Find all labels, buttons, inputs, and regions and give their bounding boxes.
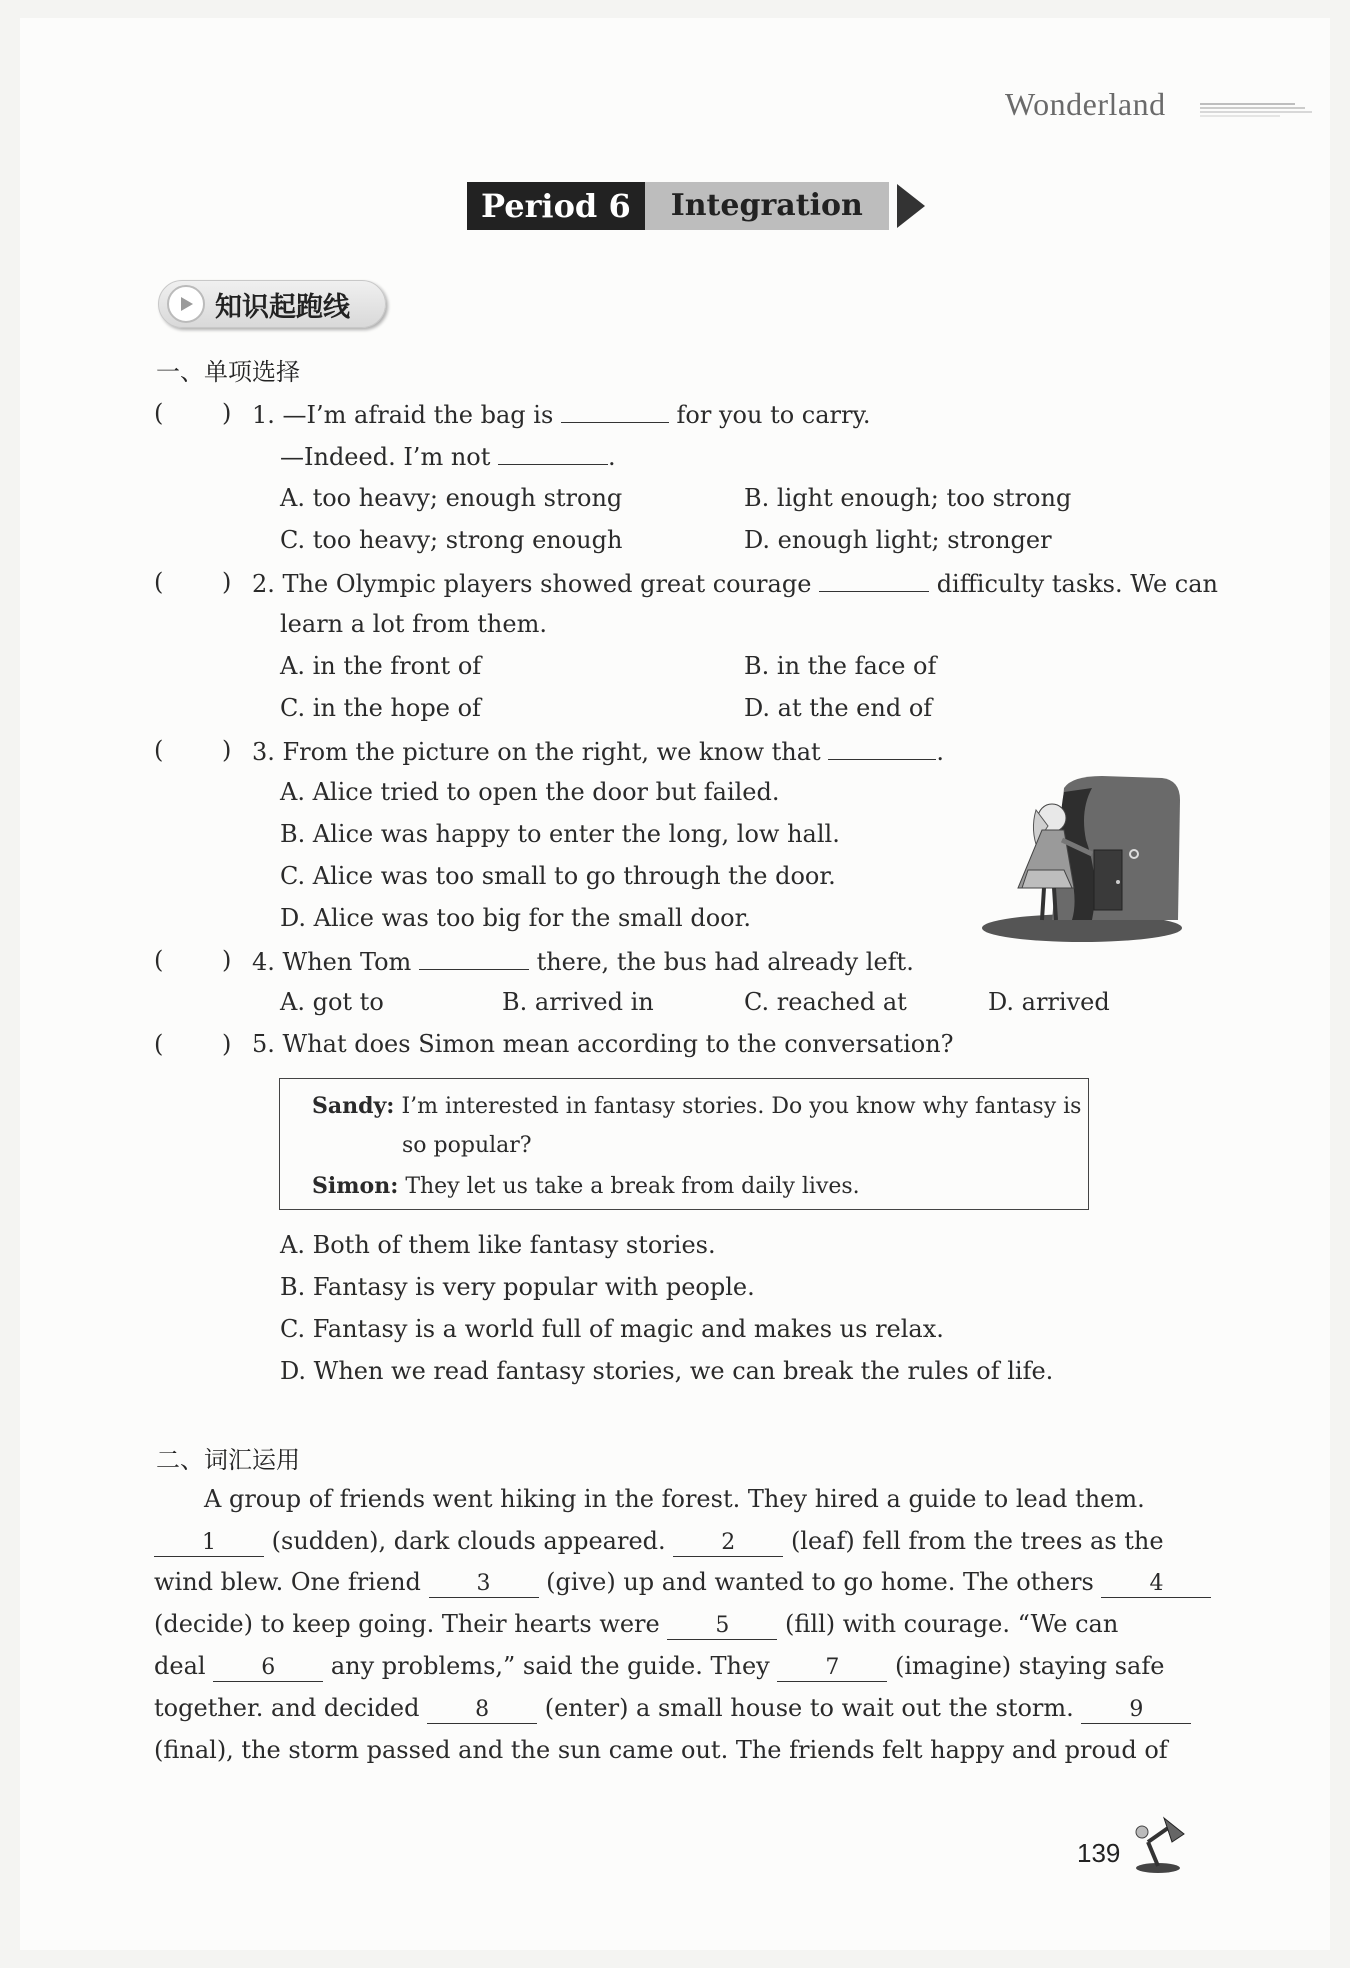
q4-paren-open: (: [154, 946, 164, 974]
passage-line-7: (final), the storm passed and the sun came out. The friends felt happy and proud of: [154, 1736, 1168, 1764]
q1-option-a: A. too heavy; enough strong: [280, 484, 623, 512]
passage-line-2: [154, 1526, 1164, 1557]
q3-option-b: B. Alice was happy to enter the long, low hall.: [280, 820, 840, 848]
q2-option-a: A. in the front of: [280, 652, 482, 680]
q3-stem-end: .: [936, 738, 944, 766]
header-decorative-lines: [1200, 100, 1315, 120]
passage-line-3: [154, 1567, 1211, 1598]
q4-option-c: C. reached at: [744, 988, 907, 1016]
q1-blank-1[interactable]: [561, 398, 669, 423]
q4-paren-close: ): [222, 946, 232, 974]
blank-6[interactable]: 6: [213, 1655, 323, 1682]
passage-text-6a: together. and decided: [154, 1694, 420, 1722]
q4-blank[interactable]: [419, 945, 529, 970]
passage-text-3b: (give) up and wanted to go home. The others: [546, 1568, 1094, 1596]
q5-stem: 5. What does Simon mean according to the conversation?: [252, 1030, 954, 1058]
blank-9[interactable]: 9: [1081, 1697, 1191, 1724]
q4-stem-a: 4. When Tom: [252, 948, 412, 976]
q2-blank[interactable]: [819, 567, 929, 592]
q2-stem-b: difficulty tasks. We can: [936, 570, 1218, 598]
speaker-simon: Simon:: [312, 1173, 399, 1199]
q3-option-a: A. Alice tried to open the door but failed.: [280, 778, 780, 806]
q5-option-a: A. Both of them like fantasy stories.: [280, 1231, 716, 1259]
q3-stem: [252, 735, 944, 767]
passage-text-2a: (sudden), dark clouds appeared.: [271, 1527, 666, 1555]
lamp-icon: [1128, 1812, 1188, 1874]
blank-1[interactable]: 1: [154, 1530, 264, 1557]
passage-line-5: [154, 1651, 1164, 1682]
q4-stem-b: there, the bus had already left.: [536, 948, 914, 976]
q2-paren-open: (: [154, 568, 164, 596]
part2-title: 二、词汇运用: [156, 1446, 300, 1474]
q1-paren-close: ): [222, 399, 232, 427]
sandy-text-1: I’m interested in fantasy stories. Do you know why fantasy is: [401, 1094, 1082, 1119]
running-title: Wonderland: [1005, 86, 1166, 122]
q3-blank[interactable]: [828, 735, 936, 760]
q2-stem: [252, 567, 1218, 599]
period-topic: Integration: [645, 182, 889, 230]
q3-paren-open: (: [154, 736, 164, 764]
period-label: Period 6: [467, 182, 645, 230]
q2-stem-a: 2. The Olympic players showed great courage: [252, 570, 812, 598]
q3-option-d: D. Alice was too big for the small door.: [280, 904, 752, 932]
passage-text-4a: (decide) to keep going. Their hearts were: [154, 1610, 660, 1638]
blank-8[interactable]: 8: [427, 1697, 537, 1724]
q1-stem2: [280, 440, 616, 472]
speaker-sandy: Sandy:: [312, 1093, 395, 1119]
q1-stem-a: 1. —I’m afraid the bag is: [252, 401, 554, 429]
q1-option-b: B. light enough; too strong: [744, 484, 1072, 512]
q2-option-b: B. in the face of: [744, 652, 937, 680]
q5-option-b: B. Fantasy is very popular with people.: [280, 1273, 755, 1301]
passage-text-2b: (leaf) fell from the trees as the: [790, 1527, 1164, 1555]
passage-text-3a: wind blew. One friend: [154, 1568, 421, 1596]
passage-text-5a: deal: [154, 1652, 206, 1680]
section-pill-label: 知识起跑线: [215, 291, 350, 323]
play-icon: [167, 285, 205, 323]
passage-line-1: A group of friends went hiking in the forest. They hired a guide to lead them.: [204, 1485, 1145, 1513]
q5-option-c: C. Fantasy is a world full of magic and makes us relax.: [280, 1315, 944, 1343]
q1-option-d: D. enough light; stronger: [744, 526, 1052, 554]
q4-option-d: D. arrived: [988, 988, 1110, 1016]
period-banner: [467, 182, 925, 230]
simon-text: They let us take a break from daily lives.: [405, 1174, 860, 1199]
passage-text-5c: (imagine) staying safe: [894, 1652, 1165, 1680]
q4-stem: [252, 945, 914, 977]
q5-paren-open: (: [154, 1030, 164, 1058]
page-number: 139: [1077, 1838, 1121, 1868]
q5-option-d: D. When we read fantasy stories, we can break the rules of life.: [280, 1357, 1054, 1385]
q1-stem-b: for you to carry.: [676, 401, 871, 429]
passage-text-5b: any problems,” said the guide. They: [330, 1652, 770, 1680]
passage-text-6b: (enter) a small house to wait out the storm.: [544, 1694, 1074, 1722]
blank-2[interactable]: 2: [673, 1530, 783, 1557]
dialog-simon-line: [312, 1172, 860, 1201]
q2-stem2: learn a lot from them.: [280, 610, 547, 638]
alice-door-illustration: [982, 770, 1182, 942]
passage-line-4: [154, 1609, 1118, 1640]
q2-option-d: D. at the end of: [744, 694, 933, 722]
q1-stem2-text: —Indeed. I’m not: [280, 443, 491, 471]
q1-blank-2[interactable]: [498, 440, 608, 465]
blank-4[interactable]: 4: [1101, 1571, 1211, 1598]
blank-7[interactable]: 7: [777, 1655, 887, 1682]
q1-stem: [252, 398, 871, 430]
banner-arrow-icon: [897, 184, 925, 228]
dialog-sandy-line-1: [312, 1092, 1081, 1121]
q4-option-b: B. arrived in: [502, 988, 654, 1016]
blank-5[interactable]: 5: [667, 1613, 777, 1640]
q3-stem-a: 3. From the picture on the right, we know that: [252, 738, 821, 766]
q3-option-c: C. Alice was too small to go through the door.: [280, 862, 836, 890]
q5-paren-close: ): [222, 1030, 232, 1058]
q2-paren-close: ): [222, 568, 232, 596]
blank-3[interactable]: 3: [429, 1571, 539, 1598]
q2-option-c: C. in the hope of: [280, 694, 481, 722]
q4-option-a: A. got to: [280, 988, 384, 1016]
passage-line-6: [154, 1693, 1191, 1724]
passage-text-4b: (fill) with courage. “We can: [785, 1610, 1119, 1638]
q1-stem2-end: .: [608, 443, 616, 471]
sandy-text-2: so popular?: [402, 1133, 532, 1158]
q1-paren-open: (: [154, 399, 164, 427]
q3-paren-close: ): [222, 736, 232, 764]
section-pill: [158, 280, 386, 328]
q1-option-c: C. too heavy; strong enough: [280, 526, 623, 554]
part1-title: 一、单项选择: [156, 358, 300, 386]
